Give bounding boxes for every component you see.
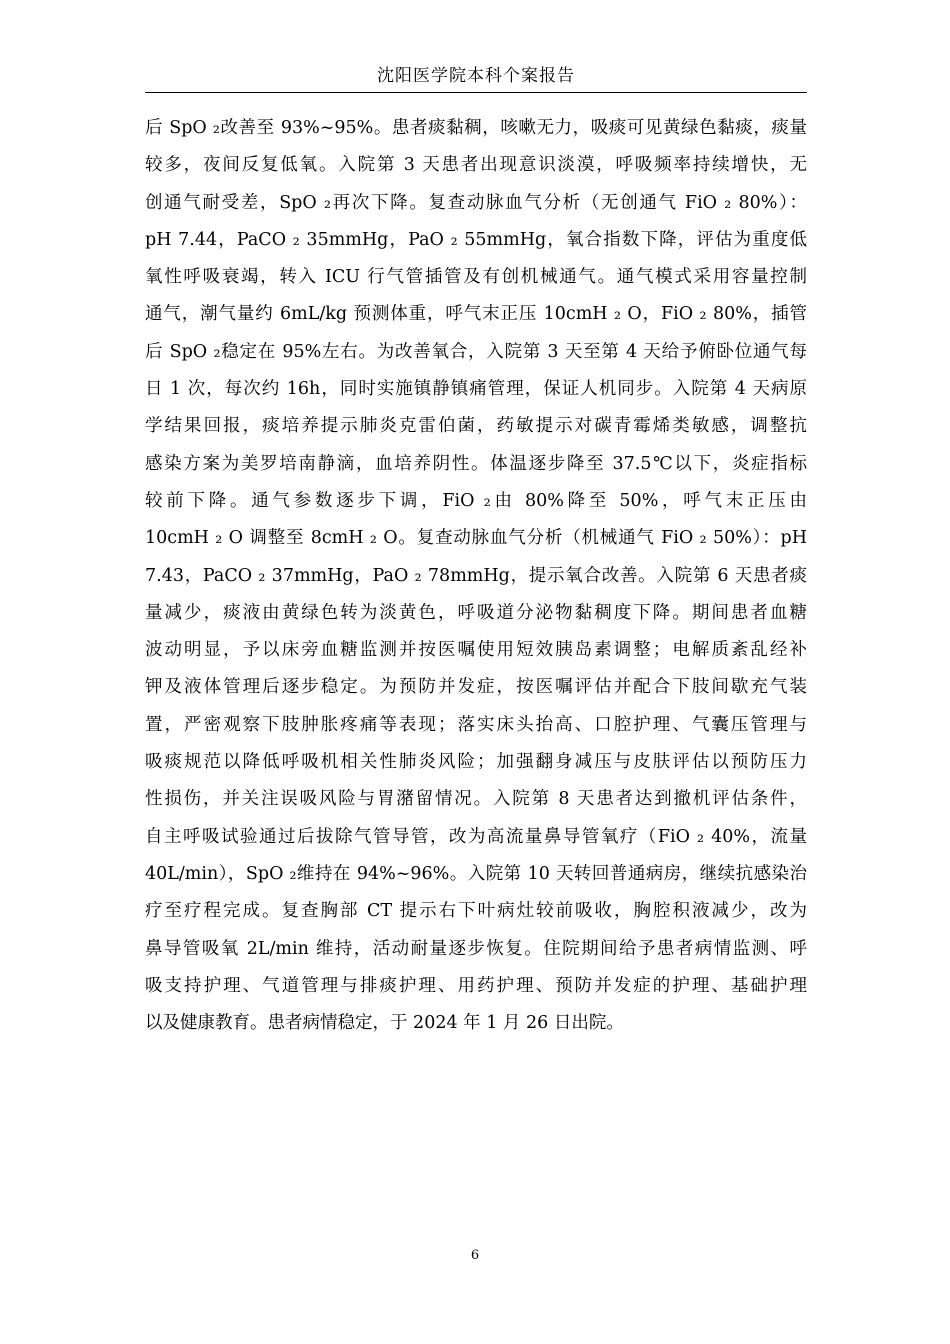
text-line: 日 1 次，每次约 16h，同时实施镇静镇痛管理，保证人机同步。入院第 4 天病原: [145, 379, 807, 400]
text-line: 40L/min），SpO ₂维持在 94%~96%。入院第 10 天转回普通病房，继续抗感染治: [145, 863, 807, 884]
text-line: 后 SpO ₂改善至 93%~95%。患者痰黏稠，咳嗽无力，吸痰可见黄绿色黏痰，痰量: [145, 118, 807, 138]
text-line: 鼻导管吸氧 2L/min 维持，活动耐量逐步恢复。住院期间给予患者病情监测、呼: [145, 938, 807, 959]
page-header-title: 沈阳医学院本科个案报告: [377, 66, 575, 86]
text-line: 较多，夜间反复低氧。入院第 3 天患者出现意识淡漠，呼吸频率持续增快，无: [145, 155, 807, 176]
text-line: 后 SpO ₂稳定在 95%左右。为改善氧合，入院第 3 天至第 4 天给予俯卧位通气每: [145, 341, 807, 362]
header-divider: [145, 92, 807, 93]
text-line: pH 7.44，PaCO ₂ 35mmHg，PaO ₂ 55mmHg，氧合指数下降，评估为重度低: [145, 229, 807, 250]
text-line-last: 以及健康教育。患者病情稳定，于 2024 年 1 月 26 日出院。: [145, 1013, 624, 1034]
text-line: 疗至疗程完成。复查胸部 CT 提示右下叶病灶较前吸收，胸腔积液减少，改为: [145, 901, 807, 922]
text-line: 吸痰规范以降低呼吸机相关性肺炎风险；加强翻身减压与皮肤评估以预防压力: [145, 752, 807, 773]
text-line: 学结果回报，痰培养提示肺炎克雷伯菌，药敏提示对碳青霉烯类敏感，调整抗: [145, 416, 807, 437]
text-line: 吸支持护理、气道管理与排痰护理、用药护理、预防并发症的护理、基础护理: [145, 975, 807, 996]
text-line: 感染方案为美罗培南静滴，血培养阴性。体温逐步降至 37.5℃以下，炎症指标: [145, 453, 807, 474]
text-line: 氧性呼吸衰竭，转入 ICU 行气管插管及有创机械通气。通气模式采用容量控制: [145, 267, 807, 288]
text-line: 波动明显，予以床旁血糖监测并按医嘱使用短效胰岛素调整；电解质紊乱经补: [145, 640, 807, 661]
text-line: 较前下降。通气参数逐步下调，FiO ₂由 80%降至 50%，呼气末正压由: [145, 490, 807, 511]
text-line: 创通气耐受差，SpO ₂再次下降。复查动脉血气分析（无创通气 FiO ₂ 80%）：: [145, 192, 807, 213]
page-number: 6: [470, 1248, 480, 1263]
text-line: 量减少，痰液由黄绿色转为淡黄色，呼吸道分泌物黏稠度下降。期间患者血糖: [145, 602, 807, 623]
body-paragraph: [145, 110, 807, 1042]
text-line: 自主呼吸试验通过后拔除气管导管，改为高流量鼻导管氧疗（FiO ₂ 40%，流量: [145, 826, 807, 847]
text-line: 钾及液体管理后逐步稳定。为预防并发症，按医嘱评估并配合下肢间歇充气装: [145, 677, 807, 698]
text-line: 通气，潮气量约 6mL/kg 预测体重，呼气末正压 10cmH ₂ O，FiO ₂ 80%，插管: [145, 304, 807, 325]
text-line: 置，严密观察下肢肿胀疼痛等表现；落实床头抬高、口腔护理、气囊压管理与: [145, 714, 807, 735]
text-line: 性损伤，并关注误吸风险与胃潴留情况。入院第 8 天患者达到撤机评估条件，: [145, 789, 807, 810]
text-line: 10cmH ₂ O 调整至 8cmH ₂ O。复查动脉血气分析（机械通气 FiO ₂ 50%）：pH: [145, 528, 807, 549]
text-line: 7.43，PaCO ₂ 37mmHg，PaO ₂ 78mmHg，提示氧合改善。入院第 6 天患者痰: [145, 565, 807, 586]
